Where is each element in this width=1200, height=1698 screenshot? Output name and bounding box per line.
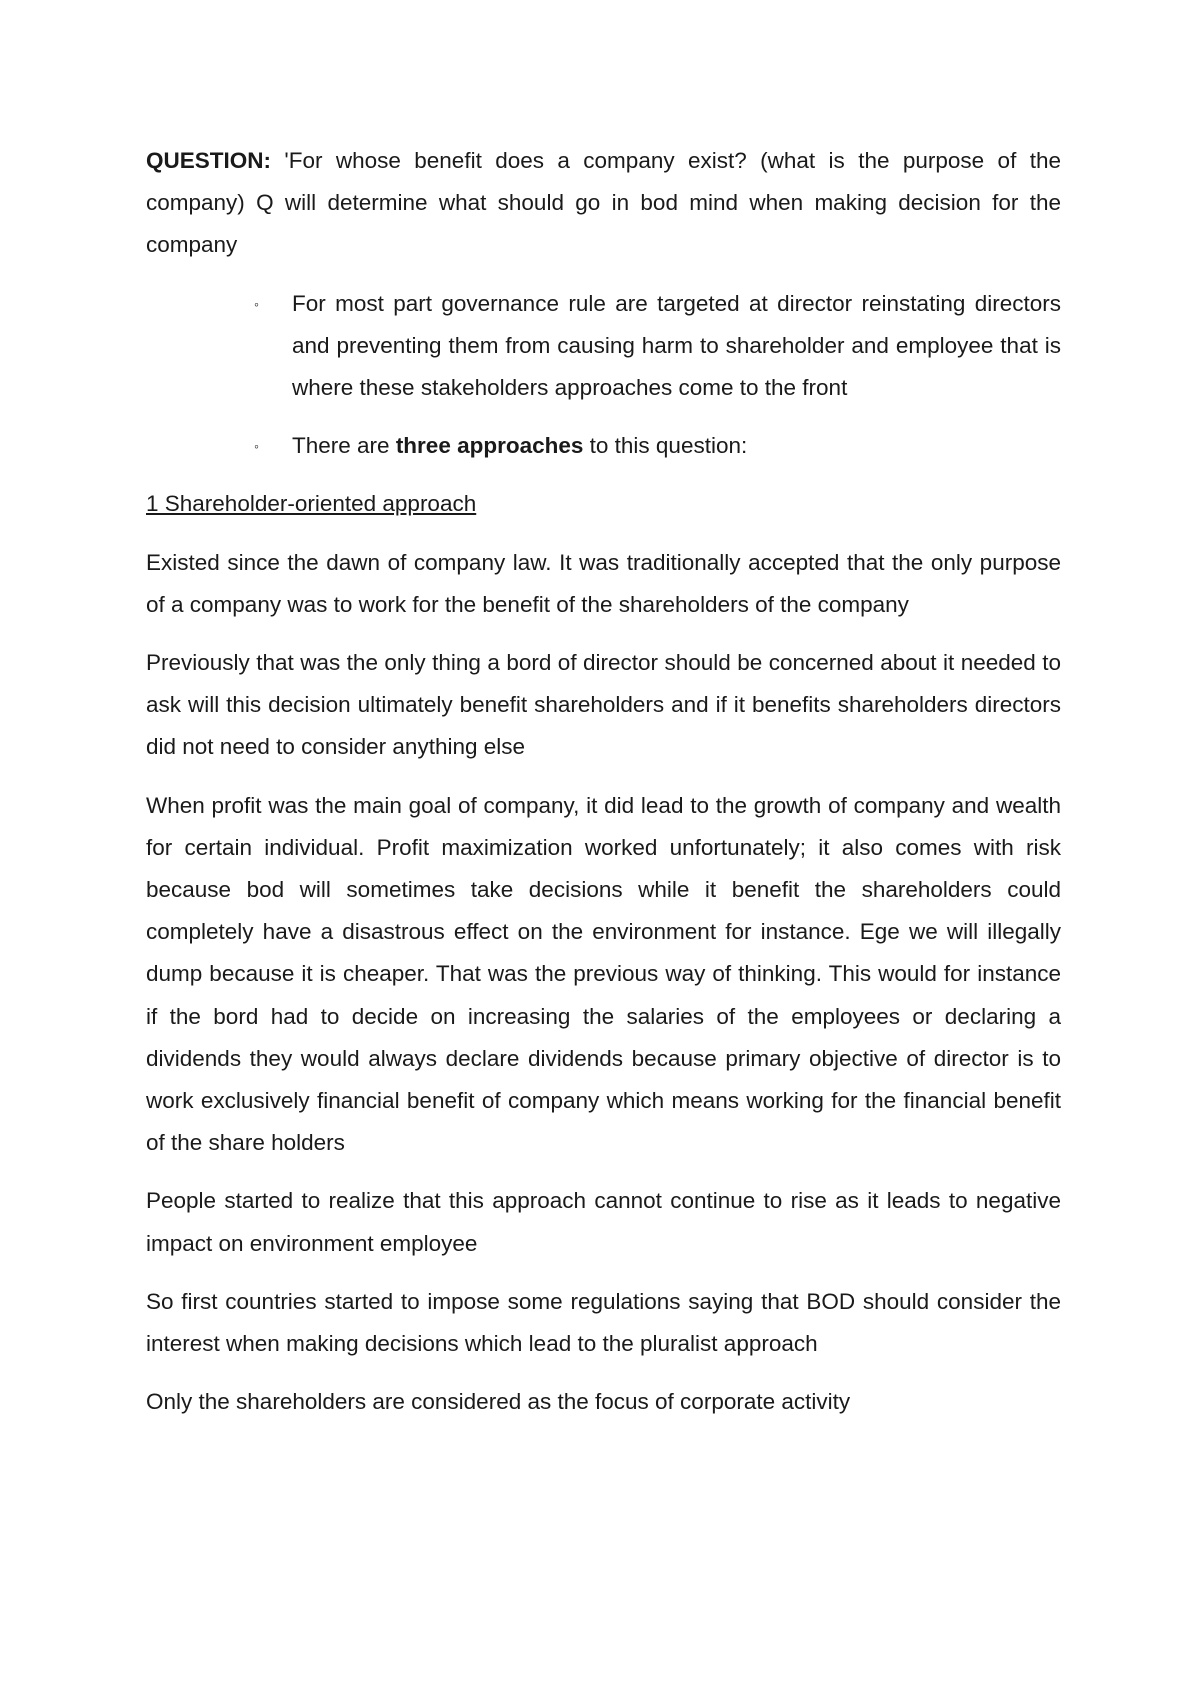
- body-paragraph: Previously that was the only thing a bord of director should be concerned about it needed to ask will this decision ultimately benefit shareholders and if it benefits shareholders directors did not need to consider anything else: [146, 650, 1061, 760]
- body-paragraph: Only the shareholders are considered as the focus of corporate activity: [146, 1389, 851, 1415]
- body-paragraph: So first countries started to impose some regulations saying that BOD should consider the interest when making decisions which lead to the pluralist approach: [146, 1288, 1061, 1357]
- bullet-item: [254, 425, 1061, 467]
- bullet-circle-icon: ◦: [254, 295, 259, 312]
- bullet-list: [146, 283, 1061, 468]
- bullet-text: For most part governance rule are targeted at director reinstating directors and preventing them from causing harm to shareholder and employee that is where these stakeholders approaches come to the front: [292, 290, 1061, 401]
- question-paragraph: [146, 140, 1061, 267]
- bullet-bold-text: three approaches: [395, 433, 584, 459]
- question-text: 'For whose benefit does a company exist? (what is the purpose of the company) Q will determine what should go in bod mind when making decision for the company: [146, 148, 1061, 258]
- bullet-text-after: to this question:: [583, 433, 748, 459]
- body-paragraph: When profit was the main goal of company, it did lead to the growth of company and wealth for certain individual. Profit maximization worked unfortunately; it also comes with risk because bod will sometimes take decisions while it benefit the shareholders could completely have a disastrous effect on the environment for instance. Ege we will illegally dump because it is cheaper. That was the previous way of thinking. This would for instance if the bord had to decide on increasing the salaries of the employees or declaring a dividends they would always declare dividends because primary objective of director is to work exclusively financial benefit of company which means working for the financial benefit of the share holders: [146, 792, 1061, 1156]
- question-label: QUESTION:: [146, 148, 272, 173]
- section-heading: 1 Shareholder-oriented approach: [146, 491, 477, 517]
- body-paragraph: Existed since the dawn of company law. It was traditionally accepted that the only purpose of a company was to work for the benefit of the shareholders of the company: [146, 549, 1061, 617]
- bullet-circle-icon: ◦: [254, 438, 259, 455]
- body-paragraph: People started to realize that this approach cannot continue to rise as it leads to negative impact on environment employee: [146, 1188, 1061, 1256]
- bullet-text-before: There are: [292, 433, 396, 459]
- document-page: [146, 140, 1061, 1439]
- bullet-item: [254, 283, 1061, 410]
